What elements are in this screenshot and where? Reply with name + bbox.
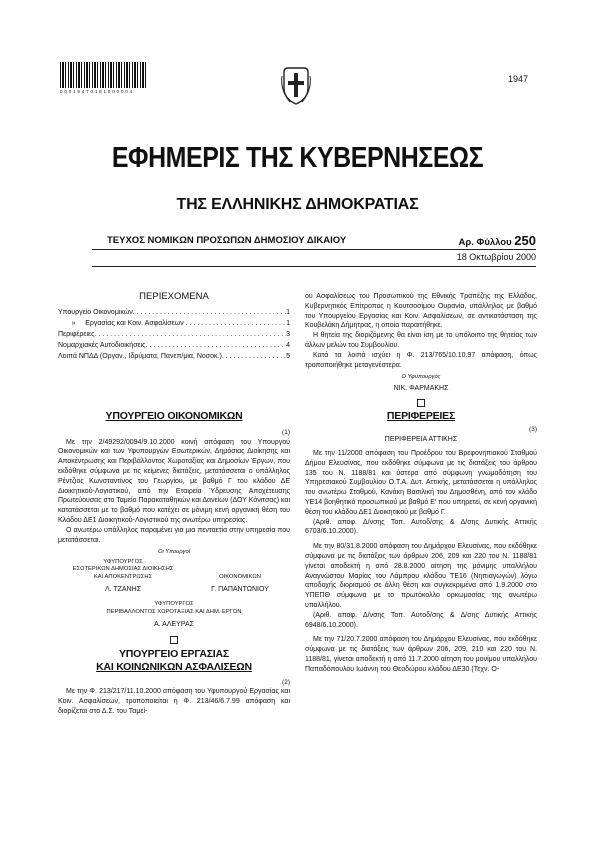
decision-text: Κατά τα λοιπά ισχύει η Φ. 213/765/10.10.97 απόφαση, όπως τροποποιήθηκε μεταγενέστερα. — [305, 351, 537, 369]
toc-item-page: 4 — [286, 341, 290, 349]
signature-role: ΠΕΡΙΒΑΛΛΟΝΤΟΣ ΧΩΡΟΤΑΞΙΑΣ ΚΑΙ ΔΗΜ. ΕΡΓΩΝ — [106, 608, 242, 615]
toc-item[interactable] — [58, 351, 290, 362]
toc-item-page: 3 — [286, 330, 290, 338]
decision-text: Η θητεία της διοριζόμενης θα είναι ίση με το υπόλοιπο της θητείας των άλλων μελών του Συμβουλίου. — [305, 332, 537, 349]
signature-role: ΥΦΥΠΟΥΡΓΟΣ — [154, 601, 194, 608]
page-number: 1947 — [508, 74, 529, 84]
separator-box — [170, 636, 178, 644]
decision-text: ου Ασφαλίσεως του Προσωπικού της Εθνικής Τραπέζης της Ελλάδος, Κυβερνητικός Επίτροπος η Κουτσοσίμου Ουρανία, υπάλληλος με βαθμό του Υπουργείου Εργασίας και Κοιν. Ασφαλίσεων, σε αντικατάσταση της Κουβελάκη Δήμητρας, η οποία παραιτήθηκε. — [305, 293, 537, 330]
barcode-number: 0 0 0 1 9 4 7 0 1 8 1 0 0 0 0 0 4 — [60, 89, 133, 94]
section-heading-labour: ΚΑΙ ΚΟΙΝΩΝΙΚΩΝ ΑΣΦΑΛΙΣΕΩΝ — [96, 660, 252, 673]
section-finance — [58, 412, 290, 717]
signature-name: Γ. ΠΑΠΑΝΤΩΝΙΟΥ — [211, 586, 269, 594]
toc-item-page: 1 — [286, 308, 290, 316]
decision-number: (1) — [282, 428, 290, 436]
toc-item-text: » Εργασίας και Κοιν. Ασφαλίσεων — [58, 319, 186, 327]
signature-heading: Οι Υπουργοί — [157, 549, 191, 556]
divider — [92, 249, 536, 250]
signature-name: ΝΙΚ. ΦΑΡΜΑΚΗΣ — [393, 384, 449, 392]
signature-block — [58, 559, 290, 595]
masthead-subtitle: ΤΗΣ ΕΛΛΗΝΙΚΗΣ ΔΗΜΟΚΡΑΤΙΑΣ — [176, 196, 419, 213]
masthead-title: ΕΦΗΜΕΡΙΣ ΤΗΣ ΚΥΒΕΡΝΗΣΕΩΣ — [111, 142, 484, 174]
section-heading-labour: ΥΠΟΥΡΓΕΙΟ ΕΡΓΑΣΙΑΣ — [118, 647, 230, 660]
sheet-label: Αρ. Φύλλου — [458, 237, 515, 248]
toc-item[interactable] — [58, 329, 290, 340]
decision-reference: (Αριθ. αποφ. Δ/νσης Τοπ. Αυτοδ/σης & Δ/σης Δυτικής Αττικής 6948/6.10.2000). — [305, 611, 537, 629]
signature-role: ΥΦΥΠΟΥΡΓΟΣ — [103, 558, 143, 565]
toc-item-page: 1 — [286, 319, 290, 327]
toc-title: ΠΕΡΙΕΧΟΜΕΝΑ — [139, 291, 209, 302]
signature-role: ΚΑΙ ΑΠΟΚΕΝΤΡΩΣΗΣ — [93, 573, 153, 580]
issue-series: ΤΕΥΧΟΣ ΝΟΜΙΚΩΝ ΠΡΟΣΩΠΩΝ ΔΗΜΟΣΙΟΥ ΔΙΚΑΙΟΥ — [107, 235, 347, 246]
signature-role: ΟΙΚΟΝΟΜΙΚΩΝ — [219, 573, 261, 580]
signature-name: Α. ΑΛΕΥΡΑΣ — [153, 621, 194, 629]
decision-text: Με την 80/31.8.2000 απόφαση του Δημάρχου Ελευσίνας, που εκδόθηκε σύμφωνα με τις διατάξεις των άρθρων 206, 209 και 220 του Ν. 1188/81 γίνεται αποδεκτή η από 28.8.2000 αίτηση της μόνιμης υπαλλήλου Αναγνώστου Μαρίας του Λάμπρου κλάδου ΤΕ16 (Νηπιαγωγών) λόγω αποδοχής διορισμού σε άλλη θέση και συγκεκριμένα από 1.9.2000 στο ΥΠΕΠΘ σύμφωνα με το πρωτόκολλο ορκωμοσίας της ανωτέρω υπαλλήλου. — [305, 543, 537, 610]
decision-text: Με την Φ. 213/217/11.10.2000 απόφαση του Υφυπουργού Εργασίας και Κοιν. Ασφαλίσεων, τροποποιείται η Φ. 213/46/6.7.99 απόφαση και διορίζεται στο Δ.Σ. του Ταμεί- — [58, 688, 290, 715]
decision-text: Με την 71/20.7.2000 απόφαση του Δημάρχου Ελευσίνας, που εκδόθηκε σύμφωνα με τις διατάξεις των άρθρων 206, 209, 210 και 220 του Ν. 1188/81, γίνεται αποδεκτή η από 11.7.2000 αίτηση του μονίμου υπαλλήλου Παπαδόπουλου Ιωάννη του Θεοδώρου κλάδου ΔΕ30 (Τεχν. Ο- — [305, 636, 537, 673]
decision-reference: (Αριθ. αποφ. Δ/νσης Τοπ. Αυτοδ/σης & Δ/σης Δυτικής Αττικής 6703/6.10.2000). — [305, 518, 537, 536]
barcode — [60, 62, 146, 88]
toc-item[interactable] — [58, 340, 290, 351]
signature-name: Λ. ΤΖΑΝΗΣ — [104, 586, 142, 594]
decision-number: (2) — [282, 678, 290, 686]
region-title: ΠΕΡΙΦΕΡΕΙΑ ΑΤΤΙΚΗΣ — [384, 436, 458, 444]
issue-date: 18 Οκτωβρίου 2000 — [456, 252, 536, 262]
toc-item-text: Νομαρχιακές Αυτοδιοικήσεις — [58, 341, 146, 349]
sheet-number: 250 — [514, 233, 536, 248]
separator-box — [417, 399, 425, 407]
decision-text: Με την 11/2000 απόφαση του Προέδρου του Βρεφονηπιακού Σταθμού Δήμου Ελευσίνας, που εκδόθηκε σύμφωνα με τις διατάξεις του άρθρου 135 του Ν. 1188/81 και ύστερα από σύμφωνη γνωμοδότηση του Υπηρεσιακού Συμβουλίου Ο.Τ.Α. Δυτ. Αττικής, μετατάσσεται η υπάλληλος του ανωτέρω Σταθμού, Κανάκη Βασιλική του Δημοσθένη, από τον κλάδο ΥΕ14 βοηθητικό προσωπικού με βαθμό Ε' που υπηρετεί, σε κενή οργανική θέση του κλάδου ΔΕ1 Διοικητικού με βαθμό Γ. — [305, 450, 537, 516]
toc-item-text: Περιφέρειες — [58, 330, 95, 338]
divider — [92, 266, 536, 267]
issue-line — [92, 235, 536, 249]
table-of-contents — [58, 292, 290, 362]
section-heading-finance: ΥΠΟΥΡΓΕΙΟ ΟΙΚΟΝΟΜΙΚΩΝ — [105, 410, 243, 422]
column-right — [305, 292, 537, 675]
toc-item-page: 5 — [286, 352, 290, 360]
toc-item-text: Υπουργείο Οικονομικών — [58, 308, 133, 316]
decision-text: Ο ανωτέρω υπάλληλος παραμένει για μια πενταετία στην υπηρεσία που μετατάσσεται. — [58, 526, 290, 544]
signature-role: Ο Υφυπουργός — [401, 374, 441, 381]
toc-item[interactable] — [58, 318, 290, 329]
toc-item[interactable] — [58, 307, 290, 318]
issue-sheet — [459, 233, 536, 248]
decision-number: (3) — [529, 426, 537, 434]
signature-role: ΕΣΩΤΕΡΙΚΩΝ ΔΗΜΟΣΙΑΣ ΔΙΟΙΚΗΣΗΣ — [72, 566, 174, 573]
decision-text: Με την 2/49292/0094/9.10.2000 κοινή απόφαση του Υπουργού Οικονομικών και των Υφυπουργών Εσωτερικών, Δημόσιας Διοίκησης και Αποκέντρωσης και Περιβάλλοντος Χωροταξίας και Δημοσίων Έργων, που εκδόθηκε σύμφωνα με τις κείμενες διατάξεις, μετατάσσεται ο υπάλληλος Ρέντζιος Κωνσταντίνος του Γεωργίου, με βαθμό Γ του κλάδου ΔΕ Διοικητικού-Λογιστικού, από την Εταιρεία Ύδρευσης Αποχέτευσης Πρωτεύουσας στο Ταμείο Παρακαταθηκών και Δανείων (ΔΟΥ Κόνιτσας) και κατατάσσεται με το βαθμό που κατέχει σε μόνιμη κενή οργανική θέση του Κλάδου ΔΕ1 Διοικητικού-Λογιστικού της ανωτέρω υπηρεσίας. — [58, 438, 290, 524]
greek-emblem-icon — [280, 66, 312, 106]
section-heading-regions: ΠΕΡΙΦΕΡΕΙΕΣ — [386, 409, 456, 422]
toc-item-text: Λοιπά ΝΠΔΔ (Οργαν., Ιδρύματα, Πανεπ/μια, Νοσοκ.) — [58, 352, 222, 360]
